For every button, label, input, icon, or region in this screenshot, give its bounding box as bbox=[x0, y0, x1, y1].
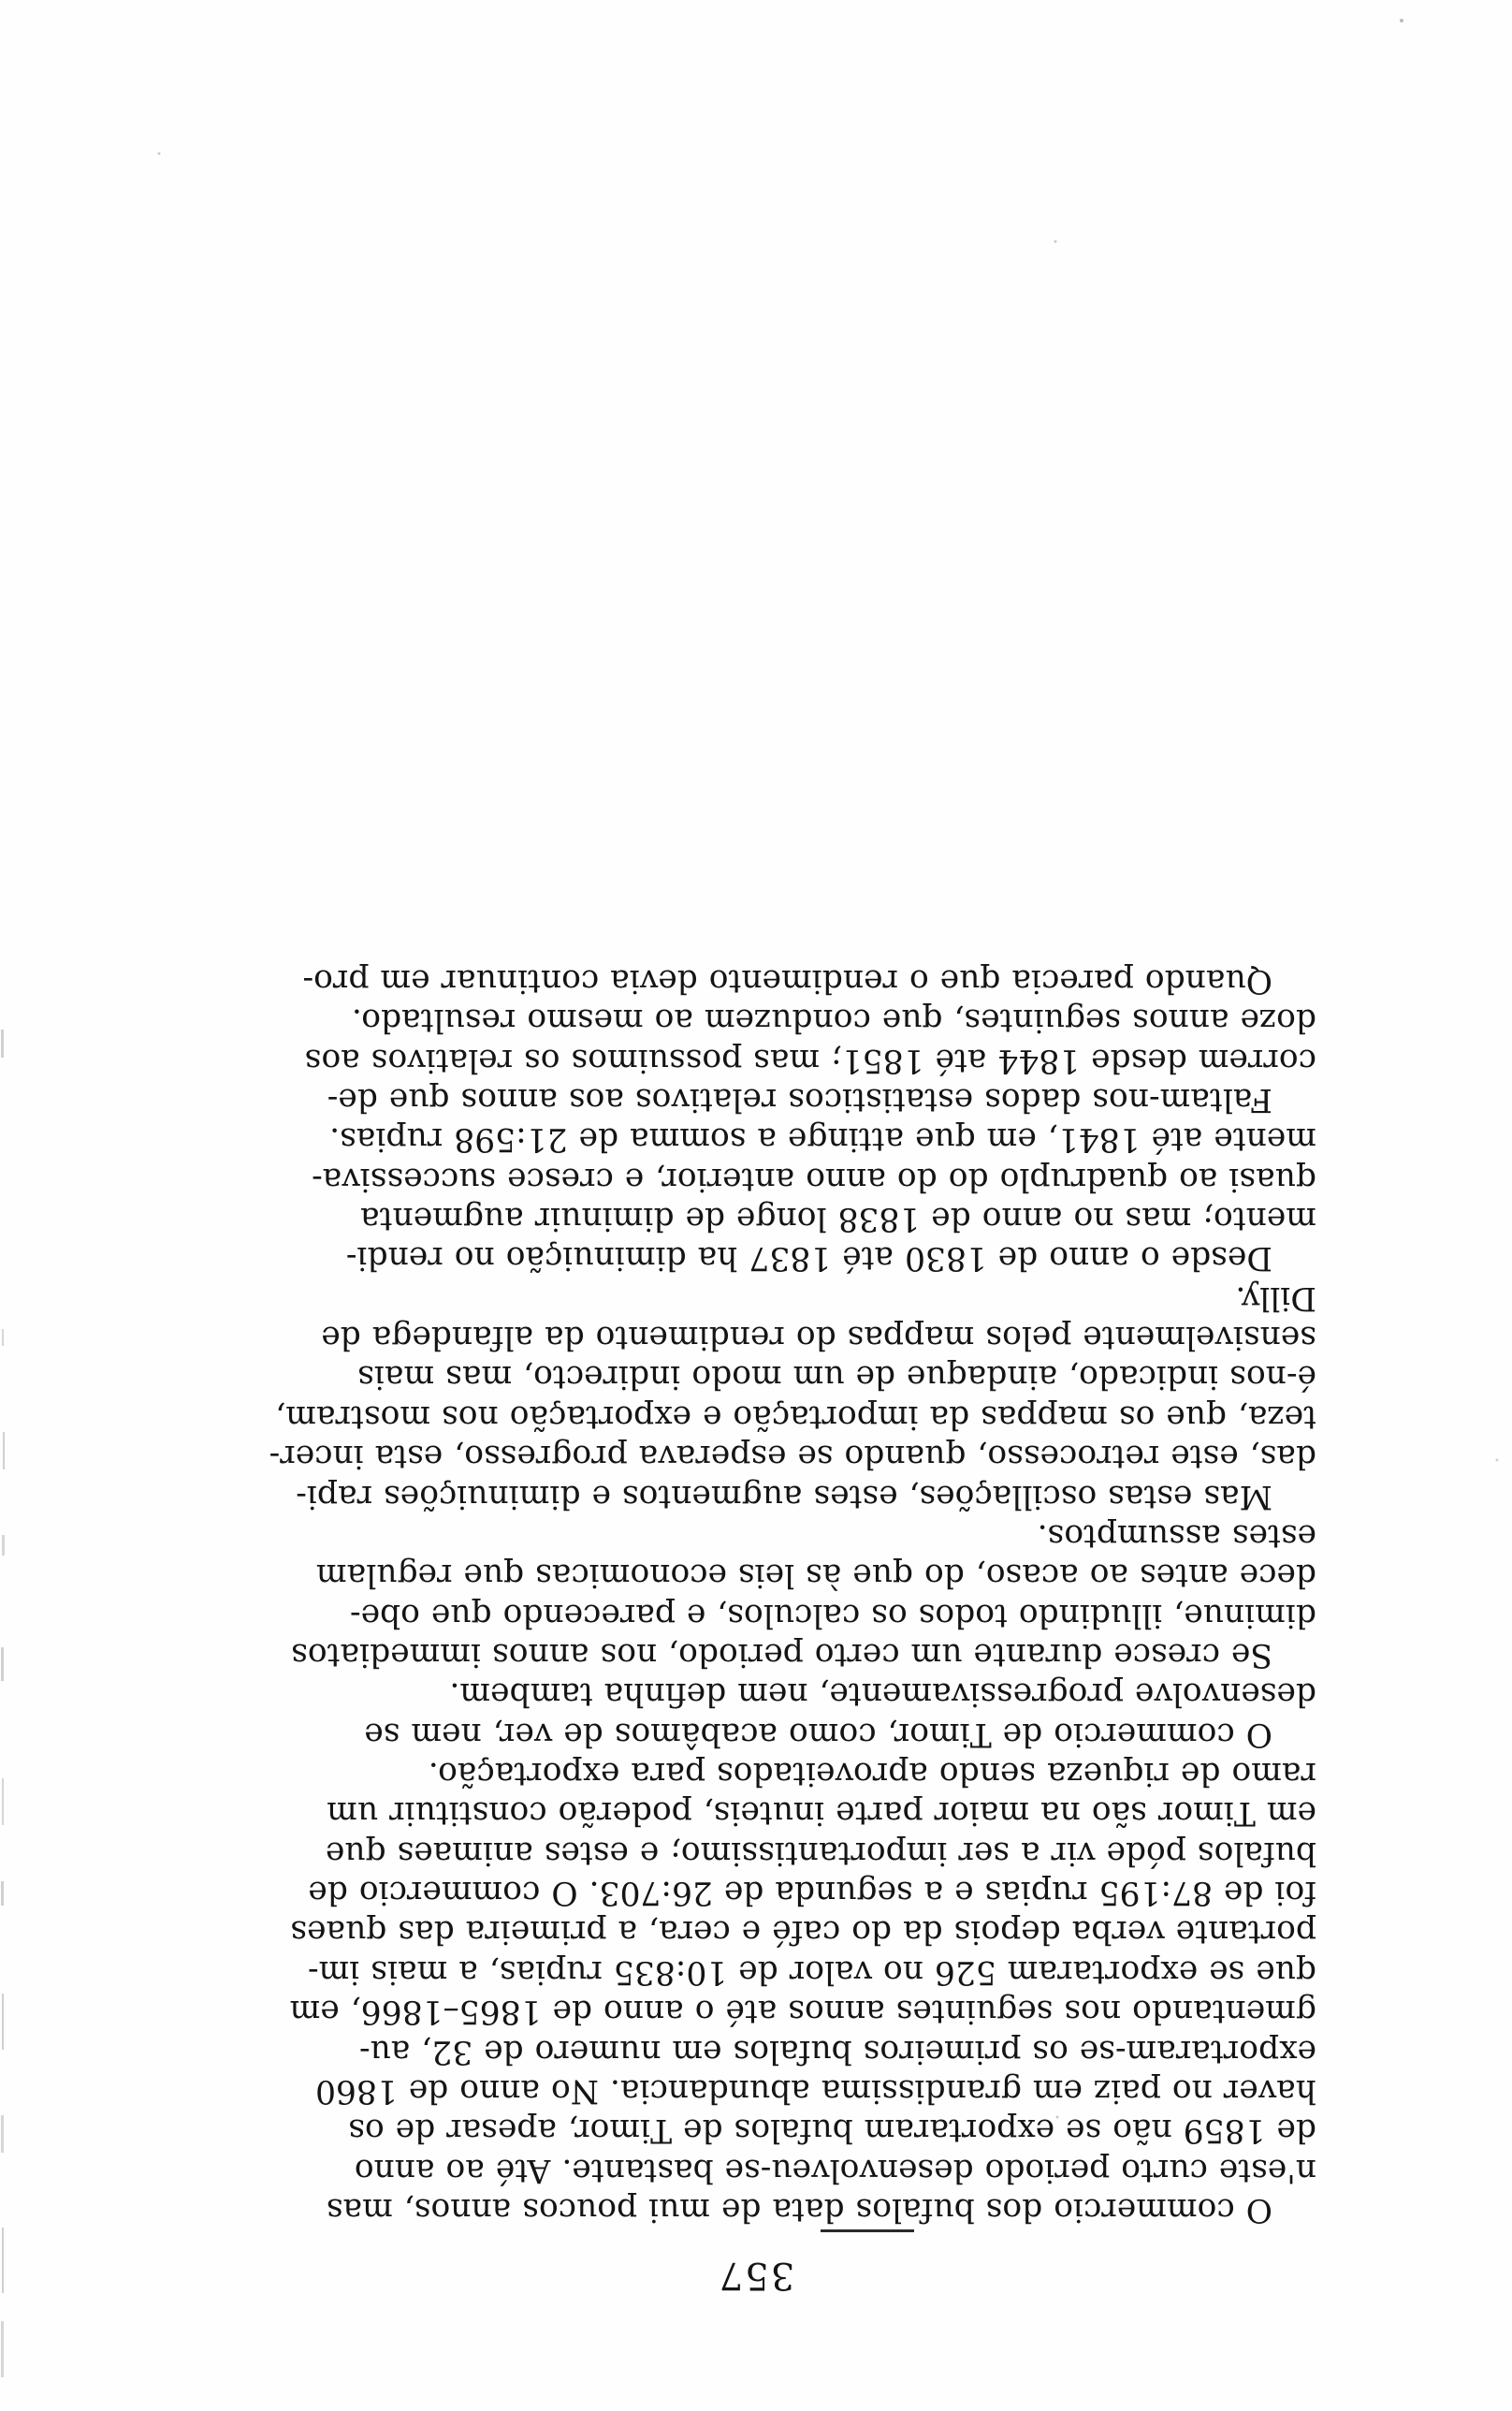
text-line: mente até 1841, em que attinge a somma de 21:598 rupias. bbox=[329, 1120, 1316, 1159]
text-line: de 1859 não se exportaram bufalos de Timor, apesar de os bbox=[348, 2111, 1316, 2150]
text-line: n'este curto periodo desenvolveu-se bastante. Até ao anno bbox=[354, 2151, 1316, 2189]
text-line: desenvolve progressivamente, nem definha tambem. bbox=[449, 1675, 1316, 1714]
text-line: haver no paiz em grandissima abundancia. No anno de 1860 bbox=[315, 2071, 1316, 2110]
text-line: teza, que os mappas da importação e exportação nos mostram, bbox=[275, 1397, 1316, 1436]
text-line: mento; mas no anno de 1838 longe de diminuir augmenta bbox=[360, 1200, 1316, 1238]
text-line: doze annos seguintes, que conduzem ao mesmo resultado. bbox=[351, 1001, 1316, 1040]
text-line: quasi ao quadruplo do do anno anterior, e cresce successiva- bbox=[312, 1160, 1316, 1198]
page-number: 357 bbox=[717, 2254, 795, 2297]
text-line: é-nos indicado, aindaque de um modo indirecto, mas mais bbox=[357, 1358, 1316, 1396]
text-line: dece antes ao acaso, do que às leis economicas que regulam bbox=[315, 1556, 1316, 1595]
body-text bbox=[269, 961, 1316, 2230]
text-line: que se exportaram 526 no valor de 10:835 rupias, a mais im- bbox=[307, 1952, 1316, 1991]
text-line: ramo de riqueza sendo aproveitados para exportação. bbox=[428, 1755, 1316, 1793]
text-line: correm desde 1844 até 1851; mas possuimos os relativos aos bbox=[304, 1041, 1316, 1079]
text-line: gmentando nos seguintes annos até o anno de 1865–1866, em bbox=[289, 1993, 1316, 2031]
text-line: estes assumptos. bbox=[1037, 1516, 1316, 1555]
text-line: foi de 87:195 rupias e a segunda de 26:703. O commercio de bbox=[308, 1874, 1316, 1912]
text-line: bufalos póde vir a ser importantissimo; e estes animaes que bbox=[325, 1834, 1316, 1872]
text-line: Desde o anno de 1830 até 1837 ha diminuição no rendi- bbox=[345, 1239, 1272, 1278]
text-line: diminue, illudindo todos os calculos, e parecendo que obe- bbox=[350, 1596, 1316, 1634]
text-line: das, este retrocesso, quando se esperava progresso, esta incer- bbox=[269, 1438, 1316, 1476]
text-line: Quando parecia que o rendimento devia continuar em pro- bbox=[302, 961, 1272, 1000]
text-line: portante verba depois da do café e cera, a primeira das quaes bbox=[290, 1913, 1316, 1951]
text-line: O commercio de Timor, como acabâmos de ver, nem se bbox=[364, 1715, 1272, 1753]
text-line: Faltam-nos dados estatisticos relativos aos annos que de- bbox=[327, 1080, 1272, 1118]
text-line: exportaram-se os primeiros bufalos em numero de 32, au- bbox=[358, 2032, 1316, 2070]
text-line: Dilly. bbox=[1235, 1279, 1316, 1317]
page-number-rule bbox=[821, 2229, 914, 2232]
text-line: O commercio dos bufalos data de mui poucos annos, mas bbox=[326, 2191, 1272, 2228]
text-line: Mas estas oscillações, estes augmentos e diminuições rapi- bbox=[296, 1477, 1272, 1515]
text-line: sensivelmente pelos mappas do rendimento da alfandega de bbox=[321, 1319, 1316, 1357]
text-line: Se cresce durante um certo periodo, nos annos immediatos bbox=[291, 1635, 1272, 1673]
text-line: em Timor são na maior parte inuteis, poderão constituir um bbox=[327, 1794, 1316, 1833]
